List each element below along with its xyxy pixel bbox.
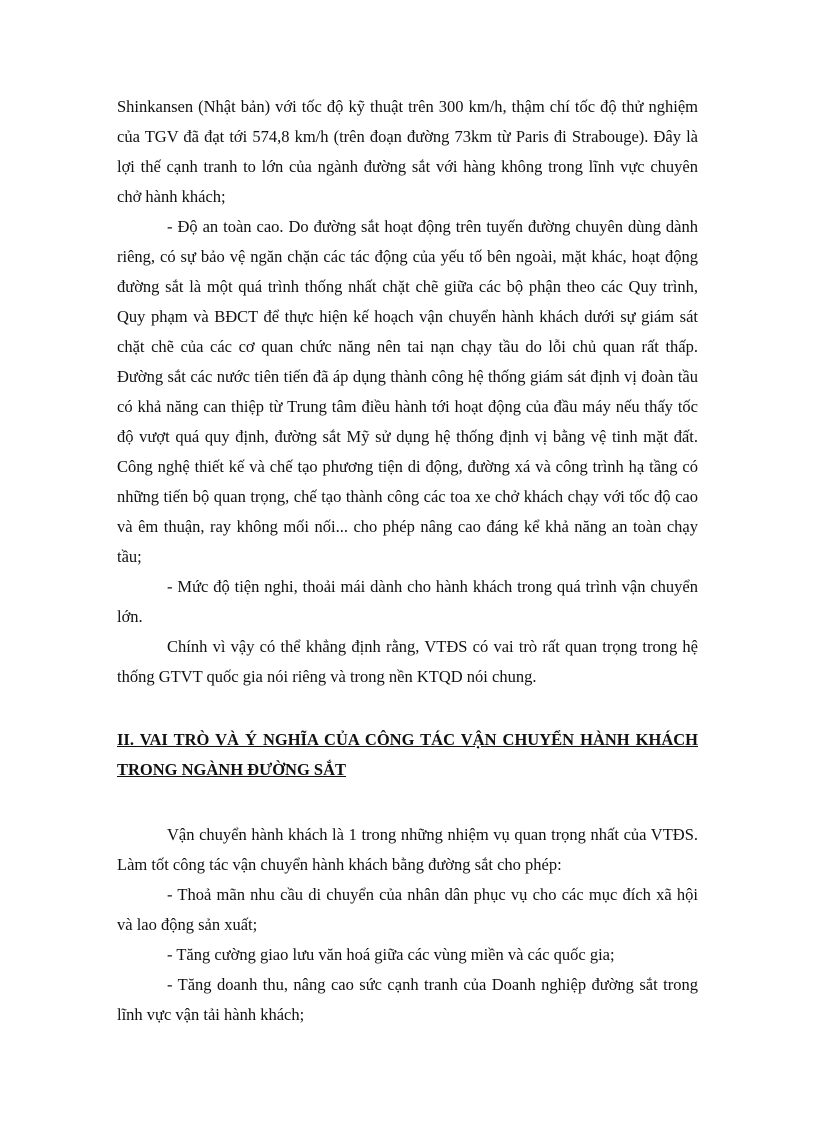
paragraph-passenger-intro: Vận chuyển hành khách là 1 trong những nhiệm vụ quan trọng nhất của VTĐS. Làm tốt công tác vận chuyển hành khách bằng đường sắt cho phép: (117, 825, 698, 874)
paragraph-shinkansen-speed: Shinkansen (Nhật bản) với tốc độ kỹ thuật trên 300 km/h, thậm chí tốc độ thử nghiệm của TGV đã đạt tới 574,8 km/h (trên đoạn đường 73km từ Paris đi Strabouge). Đây là lợi thế cạnh tranh to lớn của ngành đường sắt với hàng không trong lĩnh vực chuyên chở hành khách; (117, 97, 698, 206)
paragraph-conclusion: Chính vì vậy có thể khẳng định rằng, VTĐS có vai trò rất quan trọng trong hệ thống GTVT quốc gia nói riêng và trong nền KTQD nói chung. (117, 637, 698, 686)
bullet-revenue: - Tăng doanh thu, nâng cao sức cạnh tranh của Doanh nghiệp đường sắt trong lĩnh vực vận tải hành khách; (117, 975, 698, 1024)
bullet-cultural-exchange: - Tăng cường giao lưu văn hoá giữa các vùng miền và các quốc gia; (167, 945, 615, 964)
section-heading-passenger-transport: II. VAI TRÒ VÀ Ý NGHĨA CỦA CÔNG TÁC VẬN CHUYỂN HÀNH KHÁCH TRONG NGÀNH ĐƯỜNG SẮT (117, 730, 698, 779)
paragraph-safety: - Độ an toàn cao. Do đường sắt hoạt động trên tuyến đường chuyên dùng dành riêng, có sự bảo vệ ngăn chặn các tác động của yếu tố bên ngoài, mặt khác, hoạt động đường sắt là một quá trình thống nhất chặt chẽ giữa các bộ phận theo các Quy trình, Quy phạm và BĐCT để thực hiện kế hoạch vận chuyển hành khách dưới sự giám sát chặt chẽ của các cơ quan chức năng nên tai nạn chạy tầu do lỗi chủ quan rất thấp. Đường sắt các nước tiên tiến đã áp dụng thành công hệ thống giám sát định vị đoàn tầu có khả năng can thiệp từ Trung tâm điều hành tới hoạt động của đầu máy nếu thấy tốc độ vượt quá quy định, đường sắt Mỹ sử dụng hệ thống định vị bằng vệ tinh mặt đất. Công nghệ thiết kế và chế tạo phương tiện di động, đường xá và công trình hạ tầng có những tiến bộ quan trọng, chế tạo thành công các toa xe chở khách chạy với tốc độ cao và êm thuận, ray không mối nối... cho phép nâng cao đáng kể khả năng an toàn chạy tầu; (117, 217, 698, 566)
document-page (117, 92, 698, 1030)
paragraph-comfort: - Mức độ tiện nghi, thoải mái dành cho hành khách trong quá trình vận chuyển lớn. (117, 577, 698, 626)
bullet-travel-needs: - Thoả mãn nhu cầu di chuyển của nhân dân phục vụ cho các mục đích xã hội và lao động sản xuất; (117, 885, 698, 934)
